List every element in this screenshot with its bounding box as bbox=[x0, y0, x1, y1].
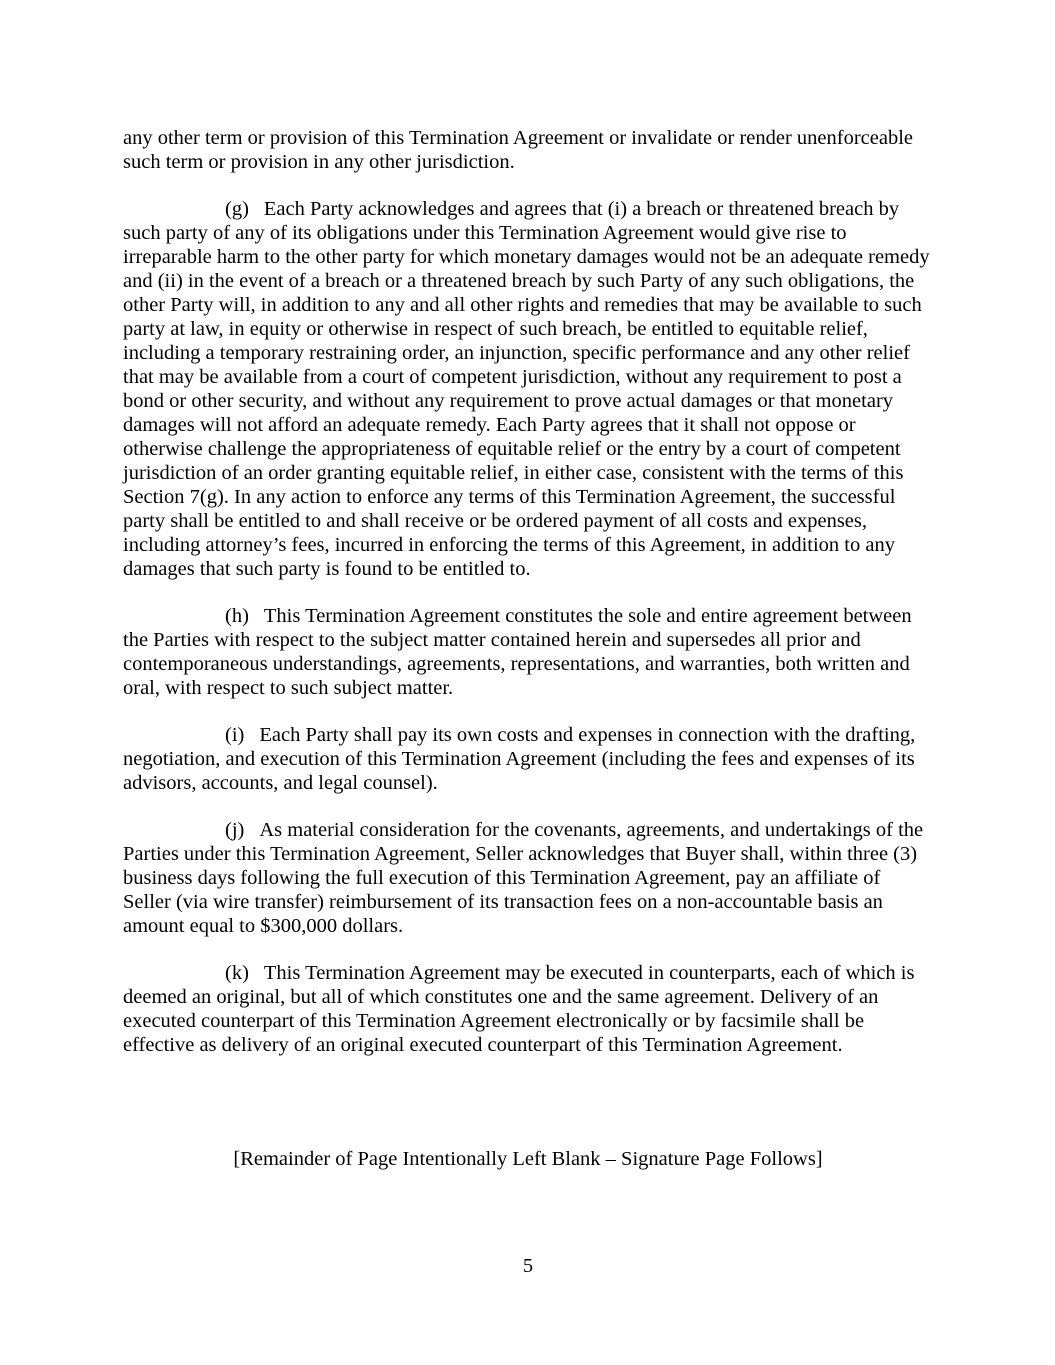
page-number: 5 bbox=[522, 1255, 534, 1277]
paragraph-i-label: (i) bbox=[225, 724, 245, 746]
remainder-note: [Remainder of Page Intentionally Left Blank – Signature Page Follows] bbox=[233, 1148, 823, 1170]
paragraph-k bbox=[123, 961, 933, 1057]
paragraph-j-text: As material consideration for the covenants, agreements, and undertakings of the Parties under this Termination Agreement, Seller acknowledges that Buyer shall, within three (3) business days following the full execution of this Termination Agreement, pay an affiliate of Seller (via wire transfer) reimbursement of its transaction fees on a non-accountable basis an amount equal to $300,000 dollars. bbox=[123, 819, 924, 937]
paragraph-g-label: (g) bbox=[225, 198, 249, 220]
paragraph-g bbox=[123, 197, 933, 581]
paragraph-h-label: (h) bbox=[225, 605, 249, 627]
paragraph-i-text: Each Party shall pay its own costs and expenses in connection with the drafting, negotiation, and execution of this Termination Agreement (including the fees and expenses of its advisors, accounts, and legal counsel). bbox=[123, 724, 916, 794]
paragraph-g-text: Each Party acknowledges and agrees that (i) a breach or threatened breach by such party of any of its obligations under this Termination Agreement would give rise to irreparable harm to the other party for which monetary damages would not be an adequate remedy and (ii) in the event of a breach or a threatened breach by such Party of any such obligations, the other Party will, in addition to any and all other rights and remedies that may be available to such party at law, in equity or otherwise in respect of such breach, be entitled to equitable relief, including a temporary restraining order, an injunction, specific performance and any other relief that may be available from a court of competent jurisdiction, without any requirement to post a bond or other security, and without any requirement to prove actual damages or that monetary damages will not afford an adequate remedy. Each Party agrees that it shall not oppose or otherwise challenge the appropriateness of equitable relief or the entry by a court of competent jurisdiction of an order granting equitable relief, in either case, consistent with the terms of this Section 7(g). In any action to enforce any terms of this Termination Agreement, the successful party shall be entitled to and shall receive or be ordered payment of all costs and expenses, including attorney’s fees, incurred in enforcing the terms of this Agreement, in addition to any damages that such party is found to be entitled to. bbox=[123, 198, 930, 580]
paragraph-h bbox=[123, 604, 933, 700]
continuation-paragraph: any other term or provision of this Termination Agreement or invalidate or render unenforceable such term or provision in any other jurisdiction. bbox=[123, 127, 914, 173]
paragraph-j bbox=[123, 818, 933, 938]
paragraph-k-label: (k) bbox=[225, 962, 249, 984]
paragraph-j-label: (j) bbox=[225, 819, 245, 841]
paragraph-k-text: This Termination Agreement may be executed in counterparts, each of which is deemed an original, but all of which constitutes one and the same agreement. Delivery of an executed counterpart of this Termination Agreement electronically or by facsimile shall be effective as delivery of an original executed counterpart of this Termination Agreement. bbox=[123, 962, 915, 1056]
paragraph-h-text: This Termination Agreement constitutes the sole and entire agreement between the Parties with respect to the subject matter contained herein and supersedes all prior and contemporaneous understandings, agreements, representations, and warranties, both written and oral, with respect to such subject matter. bbox=[123, 605, 912, 699]
paragraph-i bbox=[123, 723, 933, 795]
